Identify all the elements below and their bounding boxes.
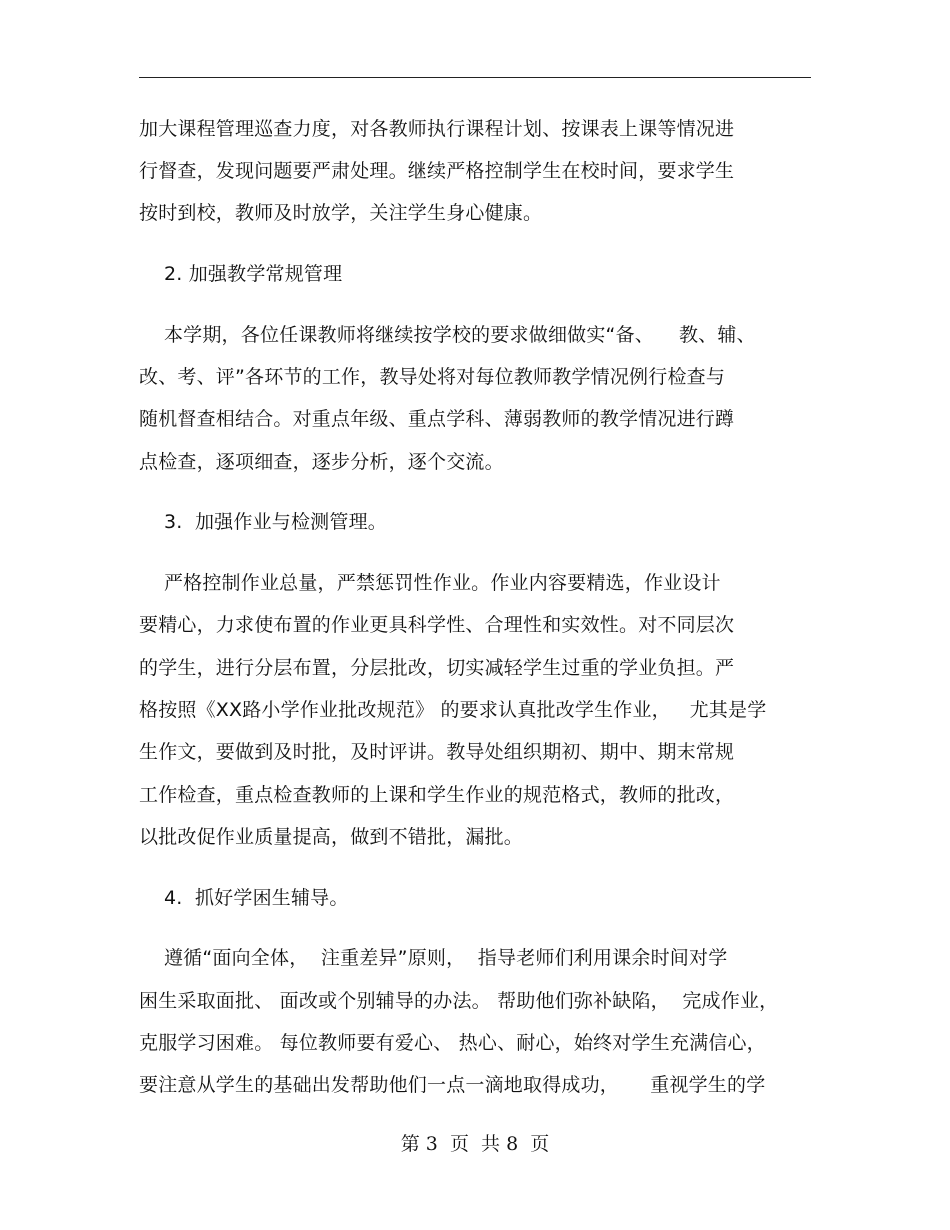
section-heading: 2. 加强教学常规管理 — [139, 263, 343, 285]
section-heading: 4. 抓好学困生辅导。 — [139, 887, 349, 909]
body-line: 行督查，发现问题要严肃处理。继续严格控制学生在校时间，要求学生 — [139, 160, 735, 182]
header-rule — [139, 77, 811, 78]
body-line: 要精心，力求使布置的作业更具科学性、合理性和实效性。对不同层次 — [139, 614, 735, 636]
body-line: 严格控制作业总量，严禁惩罚性作业。作业内容要精选，作业设计 — [139, 572, 721, 594]
body-line: 格按照《XX路小学作业批改规范》 的要求认真批改学生作业， 尤其是学 — [139, 699, 767, 721]
body-line: 本学期，各位任课教师将继续按学校的要求做细做实“备、 教、辅、 — [139, 324, 756, 346]
body-line: 工作检查，重点检查教师的上课和学生作业的规范格式，教师的批改， — [139, 784, 735, 806]
body-line: 以批改促作业质量提高，做到不错批，漏批。 — [139, 826, 524, 848]
body-line: 生作文，要做到及时批，及时评讲。教导处组织期初、期中、期末常规 — [139, 741, 735, 763]
body-line: 随机督查相结合。对重点年级、重点学科、薄弱教师的教学情况进行蹲 — [139, 408, 735, 430]
body-line: 困生采取面批、 面改或个别辅导的办法。 帮助他们弥补缺陷， 完成作业， — [139, 990, 779, 1012]
body-line: 加大课程管理巡查力度，对各教师执行课程计划、按课表上课等情况进 — [139, 118, 735, 140]
body-line: 改、考、评”各环节的工作，教导处将对每位教师教学情况例行检查与 — [139, 366, 726, 388]
body-line: 要注意从学生的基础出发帮助他们一点一滴地取得成功， 重视学生的学 — [139, 1074, 766, 1096]
body-line: 克服学习困难。 每位教师要有爱心、 热心、耐心，始终对学生充满信心， — [139, 1032, 766, 1054]
page-number-footer: 第 3 页 共 8 页 — [400, 1133, 550, 1155]
body-line: 按时到校，教师及时放学，关注学生身心健康。 — [139, 202, 543, 224]
section-heading: 3. 加强作业与检测管理。 — [139, 511, 387, 533]
body-line: 遵循“面向全体， 注重差异”原则， 指导老师们利用课余时间对学 — [139, 947, 728, 969]
body-line: 点检查，逐项细查，逐步分析，逐个交流。 — [139, 451, 504, 473]
body-line: 的学生，进行分层布置，分层批改，切实减轻学生过重的学业负担。严 — [139, 657, 735, 679]
